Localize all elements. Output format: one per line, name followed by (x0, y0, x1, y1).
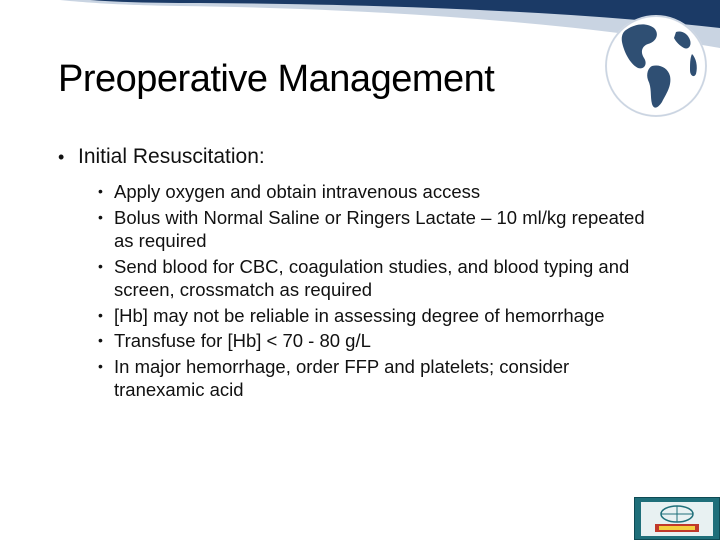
sub-bullet-text: In major hemorrhage, order FFP and platelets; consider tranexamic acid (114, 355, 570, 400)
globe-icon (596, 8, 714, 126)
level1-bullet-text: Initial Resuscitation: (78, 145, 265, 168)
bullet-icon: • (98, 208, 103, 225)
sub-bullet-text: [Hb] may not be reliable in assessing degree of hemorrhage (114, 304, 605, 326)
slide-title: Preoperative Management (58, 58, 495, 100)
sub-bullet-text: Send blood for CBC, coagulation studies, and blood typing and screen, crossmatch as required (114, 255, 630, 300)
logo-graphic-icon (641, 502, 713, 536)
logo-emblem (641, 502, 713, 536)
sub-bullet-text: Transfuse for [Hb] < 70 - 80 g/L (114, 330, 371, 351)
bullet-icon: • (58, 147, 65, 167)
sub-bullet-item (98, 206, 658, 253)
sub-bullet-text: Apply oxygen and obtain intravenous access (114, 181, 481, 202)
bullet-icon: • (98, 183, 103, 199)
bullet-list (58, 144, 658, 404)
sub-bullet-item (98, 255, 658, 302)
bullet-icon: • (98, 306, 103, 323)
sub-bullet-list (98, 180, 658, 402)
sub-bullet-item (98, 355, 658, 402)
sub-bullet-item (98, 304, 658, 328)
organization-logo (634, 497, 720, 540)
bullet-icon: • (98, 357, 103, 374)
level1-bullet-item (58, 144, 658, 170)
bullet-icon: • (98, 332, 103, 348)
sub-bullet-item (98, 180, 658, 204)
sub-bullet-text: Bolus with Normal Saline or Ringers Lactate – 10 ml/kg repeated as required (114, 206, 645, 251)
sub-bullet-item (98, 329, 658, 353)
bullet-icon: • (98, 257, 103, 274)
